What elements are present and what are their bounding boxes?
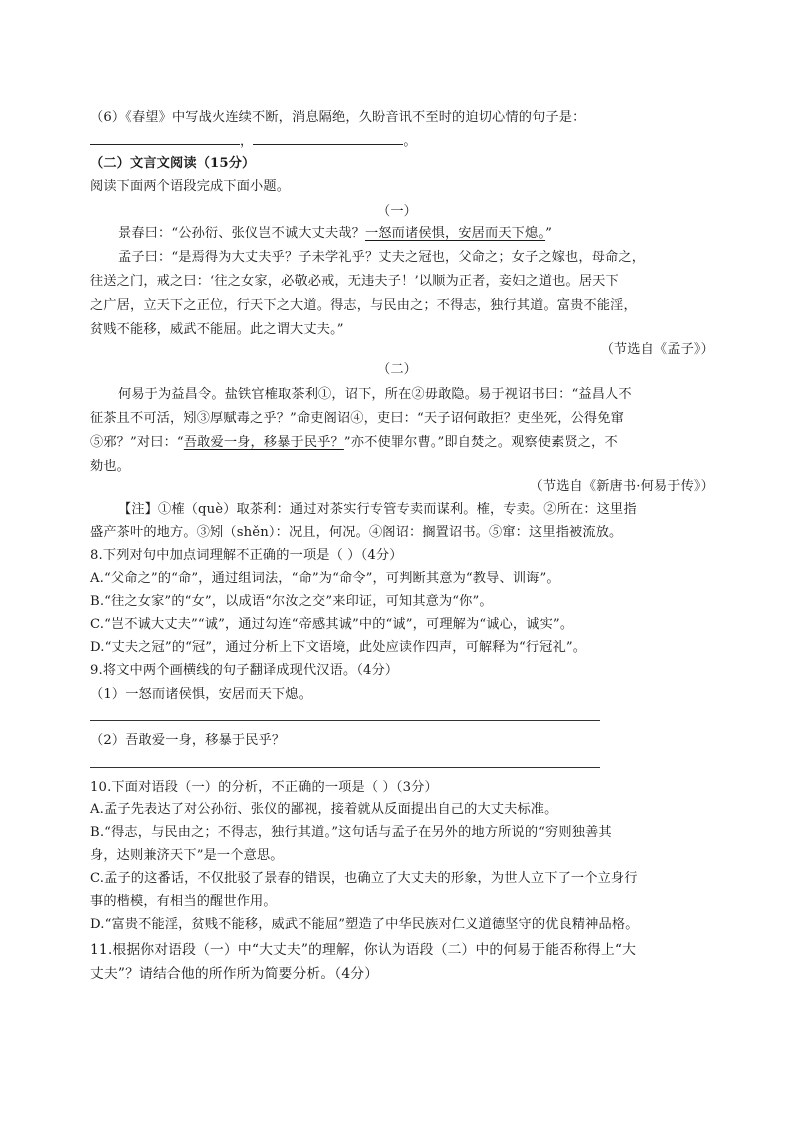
- passage-1-line-1: 景春曰：“公孙衍、张仪岂不诚大丈夫哉？一怒而诸侯惧，安居而天下熄。”: [118, 226, 552, 241]
- q10-option-c-line-1: C.孟子的这番话，不仅批驳了景春的错误，也确立了大丈夫的形象，为世人立下了一个立身行: [90, 871, 638, 886]
- underlined-sentence-2: 吾敢爱一身，移暴于民乎？: [183, 435, 344, 450]
- passage-2-line-3: ⑤邪？”对曰：“吾敢爱一身，移暴于民乎？”亦不使罪尔曹。”即自焚之。观察使素贤之，不: [90, 435, 618, 450]
- q6-blank-1[interactable]: [90, 130, 240, 145]
- q8-stem: 8.下列对句中加点词理解不正确的一项是（ ）（4分）: [90, 548, 403, 563]
- q8-option-b: B.“往之女家”的“女”，以成语“尔汝之交”来印证，可知其意为“你”。: [90, 594, 493, 609]
- underlined-sentence-1: 一怒而诸侯惧，安居而天下熄。: [364, 226, 546, 241]
- passage-2-line-2: 征茶且不可活，矧③厚赋毒之乎？”命吏阁诏④，吏曰：“天子诏何敢拒？吏坐死，公得免窜: [90, 411, 624, 426]
- q10-option-a: A.孟子先表达了对公孙衍、张仪的鄙视，接着就从反面提出自己的大丈夫标准。: [90, 802, 558, 817]
- q10-option-c-line-2: 事的楷模，有相当的醒世作用。: [90, 894, 277, 909]
- q6-blank-2[interactable]: [253, 130, 403, 145]
- passage-1-line-4: 之广居，立天下之正位，行天下之大道。得志，与民由之；不得志，独行其道。富贵不能淫，: [90, 298, 637, 313]
- q11-line-1: 11.根据你对语段（一）中“大丈夫”的理解，你认为语段（二）中的何易于能否称得上“大: [90, 942, 637, 958]
- passage-2-line-1: 何易于为益昌令。盐铁官榷取茶利①，诏下，所在②毋敢隐。易于视诏书曰：“益昌人不: [118, 387, 632, 402]
- q10-option-b-line-1: B.“得志，与民由之；不得志，独行其道。”这句话与孟子在另外的地方所说的“穷则独善其: [90, 825, 612, 840]
- q10-stem: 10.下面对语段（一）的分析，不正确的一项是（ ）（3分）: [90, 780, 438, 795]
- q11-line-2: 丈夫”？请结合他的所作所为简要分析。（4分）: [90, 966, 379, 982]
- q8-option-c: C.“岂不诚大丈夫”“诚”，通过勾连“帝感其诚”中的“诚”，可理解为“诚心，诚实”。: [90, 617, 574, 632]
- q9-answer-line-1[interactable]: [90, 720, 600, 721]
- passage-1-heading: （一）: [376, 204, 417, 219]
- q9-answer-line-2[interactable]: [90, 767, 600, 768]
- q8-option-a: A.“父命之”的“命”，通过组词法，“命”为“命令”，可判断其意为“教导、训诲”。: [90, 571, 560, 586]
- passage-1-line-5: 贫贱不能移，威武不能屈。此之谓大丈夫。”: [90, 322, 344, 337]
- q10-option-b-line-2: 身，达则兼济天下”是一个意思。: [90, 848, 284, 863]
- q9-sentence-2: （2）吾敢爱一身，移暴于民乎？: [90, 733, 286, 748]
- passage-2-source: （节选自《新唐书·何易于传》）: [529, 479, 714, 494]
- section-title: （二）文言文阅读（15分）: [90, 156, 256, 171]
- notes-line-1: 【注】①榷（què）取茶利：通过对茶实行专管专卖而谋利。榷，专卖。②所在：这里指: [118, 502, 637, 517]
- q8-option-d: D.“丈夫之冠”的“冠”，通过分析上下文语境，此处应读作四声，可解释为“行冠礼”。: [90, 640, 587, 655]
- passage-2-line-4: 劾也。: [90, 459, 131, 474]
- q6-answer-line: ， 。: [90, 130, 714, 152]
- passage-1-line-2: 孟子曰：“是焉得为大丈夫乎？子未学礼乎？丈夫之冠也，父命之；女子之嫁也，母命之，: [118, 250, 646, 265]
- notes-line-2: 盛产茶叶的地方。③矧（shěn）：况且，何况。④阁诏：搁置诏书。⑤窜：这里指被流放。: [90, 525, 623, 540]
- q9-sentence-1: （1）一怒而诸侯惧，安居而天下熄。: [90, 687, 312, 702]
- q6-text: （6）《春望》中写战火连续不断，消息隔绝，久盼音讯不至时的迫切心情的句子是：: [90, 110, 586, 125]
- q9-stem: 9.将文中两个画横线的句子翻译成现代汉语。（4分）: [90, 663, 399, 678]
- passage-1-line-3: 往送之门，戒之曰：‘往之女家，必敬必戒，无违夫子！’以顺为正者，妾妇之道也。居天下: [90, 274, 619, 289]
- passage-1-source: （节选自《孟子》）: [600, 342, 714, 357]
- passage-2-heading: （二）: [376, 362, 417, 377]
- q10-option-d: D.“富贵不能淫，贫贱不能移，威武不能屈”塑造了中华民族对仁义道德坚守的优良精神品格。: [90, 917, 639, 932]
- section-instruction: 阅读下面两个语段完成下面小题。: [90, 179, 291, 194]
